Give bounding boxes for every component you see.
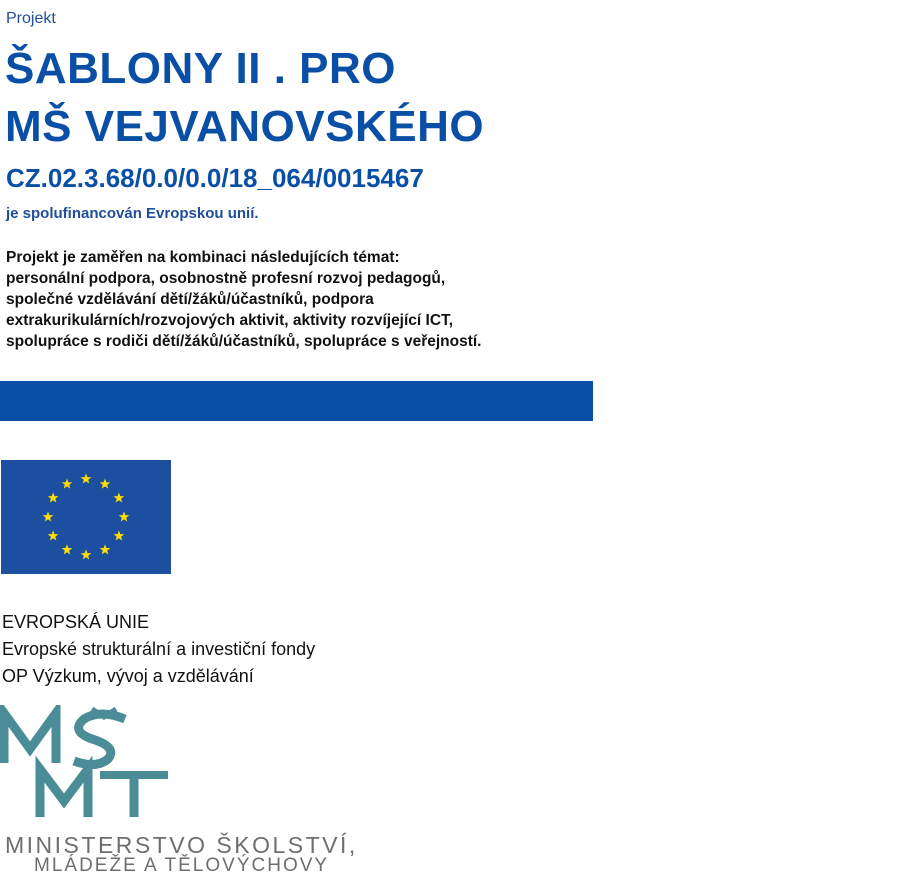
project-code: CZ.02.3.68/0.0/0.0/18_064/0015467: [6, 163, 424, 193]
eu-label: EVROPSKÁ UNIE: [2, 612, 150, 632]
description-line: společné vzdělávání dětí/žáků/účastníků, podpora: [6, 291, 374, 308]
project-description: [6, 247, 481, 352]
description-line: extrakurikulárních/rozvojových aktivit, aktivity rozvíjející ICT,: [6, 312, 454, 329]
msmt-logo-icon: [0, 705, 170, 820]
eu-funds-label: Evropské strukturální a investiční fondy: [2, 639, 316, 659]
description-line: spolupráce s rodiči dětí/žáků/účastníků, spolupráce s veřejností.: [6, 333, 482, 350]
blue-divider-bar: [0, 381, 593, 421]
project-label: Projekt: [6, 10, 56, 27]
ministry-name-line2: MLÁDEŽE A TĚLOVÝCHOVY: [34, 855, 330, 876]
description-line: Projekt je zaměřen na kombinaci následujících témat:: [6, 249, 400, 266]
ministry-name-line1: MINISTERSTVO ŠKOLSTVÍ,: [5, 832, 358, 858]
cofinanced-text: je spolufinancován Evropskou unií.: [6, 205, 259, 222]
eu-flag-icon: [1, 460, 171, 574]
op-label: OP Výzkum, vývoj a vzdělávání: [2, 666, 254, 686]
project-title-line2: MŠ VEJVANOVSKÉHO: [5, 102, 485, 151]
project-title-line1: ŠABLONY II . PRO: [5, 44, 397, 93]
description-line: personální podpora, osobnostně profesní rozvoj pedagogů,: [6, 270, 446, 287]
